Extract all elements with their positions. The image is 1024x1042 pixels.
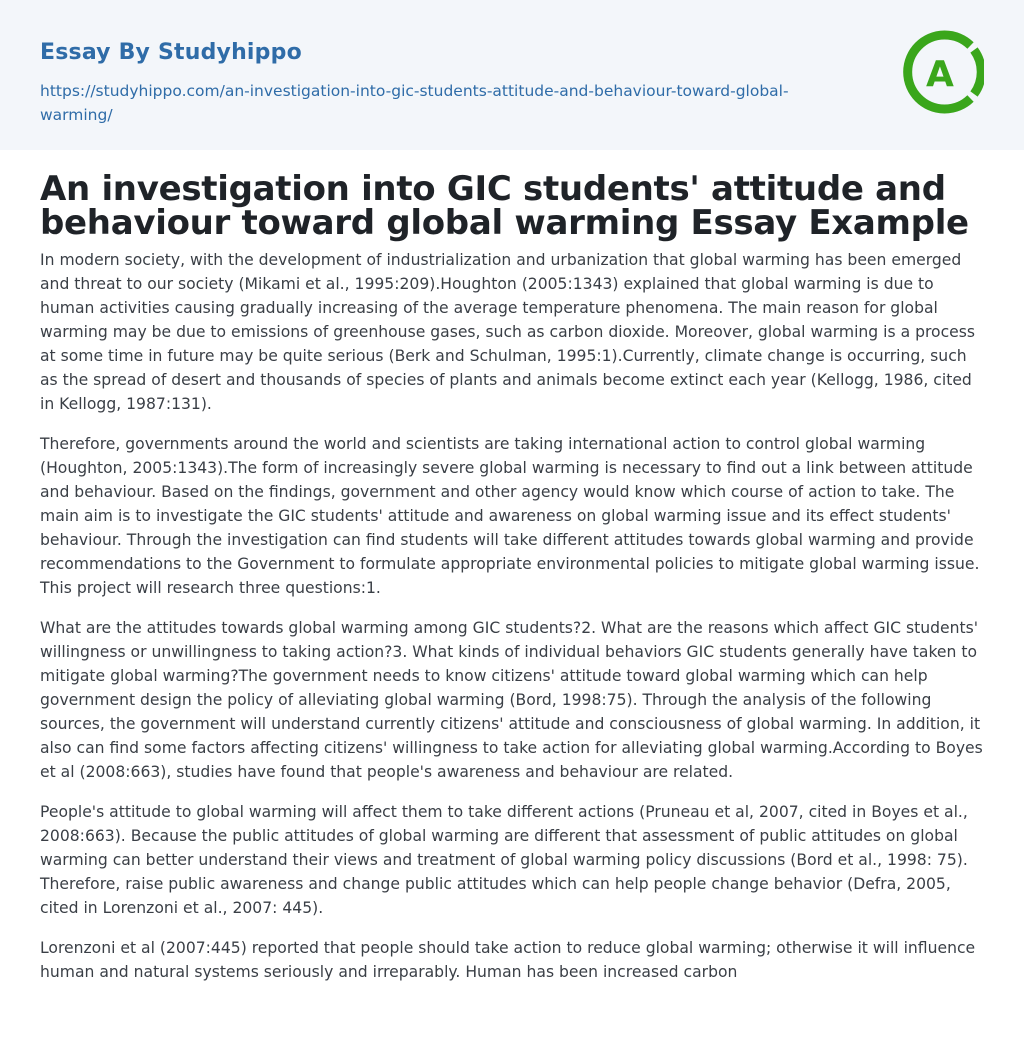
logo-letter: A xyxy=(926,54,954,95)
paragraph: People's attitude to global warming will affect them to take different actions (Pruneau et al, 2007, cited in Boyes et al., 2008:663). Because the public attitudes of global warming are different that assessment of public attitudes on global warming can better understand their views and treatment of global warming policy discussions (Bord et al., 1998: 75). Therefore, raise public awareness and change public attitudes which can help people change behavior (Defra, 2005, cited in Lorenzoni et al., 2007: 445). xyxy=(40,803,968,917)
paragraph: In modern society, with the development of industrialization and urbanization that global warming has been emerged and threat to our society (Mikami et al., 1995:209).Houghton (2005:1343) explained that global warming is due to human activities causing gradually increasing of the average temperature phenomena. The main reason for global warming may be due to emissions of greenhouse gases, such as carbon dioxide. Moreover, global warming is a process at some time in future may be quite serious (Berk and Schulman, 1995:1).Currently, climate change is occurring, such as the spread of desert and thousands of species of plants and animals become extinct each year (Kellogg, 1986, cited in Kellogg, 1987:131). xyxy=(40,251,975,413)
site-header xyxy=(0,0,1024,150)
source-url-link[interactable]: https://studyhippo.com/an-investigation-into-gic-students-attitude-and-behaviour-toward-global-warming/ xyxy=(40,82,789,124)
paragraph: Therefore, governments around the world and scientists are taking international action to control global warming (Houghton, 2005:1343).The form of increasingly severe global warming is necessary to find out a link between attitude and behaviour. Based on the findings, government and other agency would know which course of action to take. The main aim is to investigate the GIC students' attitude and awareness on global warming issue and its effect students' behaviour. Through the investigation can find students will take different attitudes towards global warming and provide recommendations to the Government to formulate appropriate environmental policies to mitigate global warming issue. This project will research three questions:1. xyxy=(40,435,980,597)
site-brand[interactable]: Essay By Studyhippo xyxy=(40,40,302,65)
paragraph: Lorenzoni et al (2007:445) reported that people should take action to reduce global warming; otherwise it will influence human and natural systems seriously and irreparably. Human has been increased carbon xyxy=(40,939,976,981)
paragraph: What are the attitudes towards global warming among GIC students?2. What are the reasons which affect GIC students' willingness or unwillingness to taking action?3. What kinds of individual behaviors GIC students generally have taken to mitigate global warming?The government needs to know citizens' attitude toward global warming which can help government design the policy of alleviating global warming (Bord, 1998:75). Through the analysis of the following sources, the government will understand currently citizens' attitude and consciousness of global warming. In addition, it also can find some factors affecting citizens' willingness to take action for alleviating global warming.According to Boyes et al (2008:663), studies have found that people's awareness and behaviour are related. xyxy=(40,619,983,781)
article-body xyxy=(0,150,1024,984)
article-title: An investigation into GIC students' attitude and behaviour toward global warming Essay Example xyxy=(40,169,969,243)
studyhippo-logo-icon[interactable] xyxy=(900,30,984,114)
